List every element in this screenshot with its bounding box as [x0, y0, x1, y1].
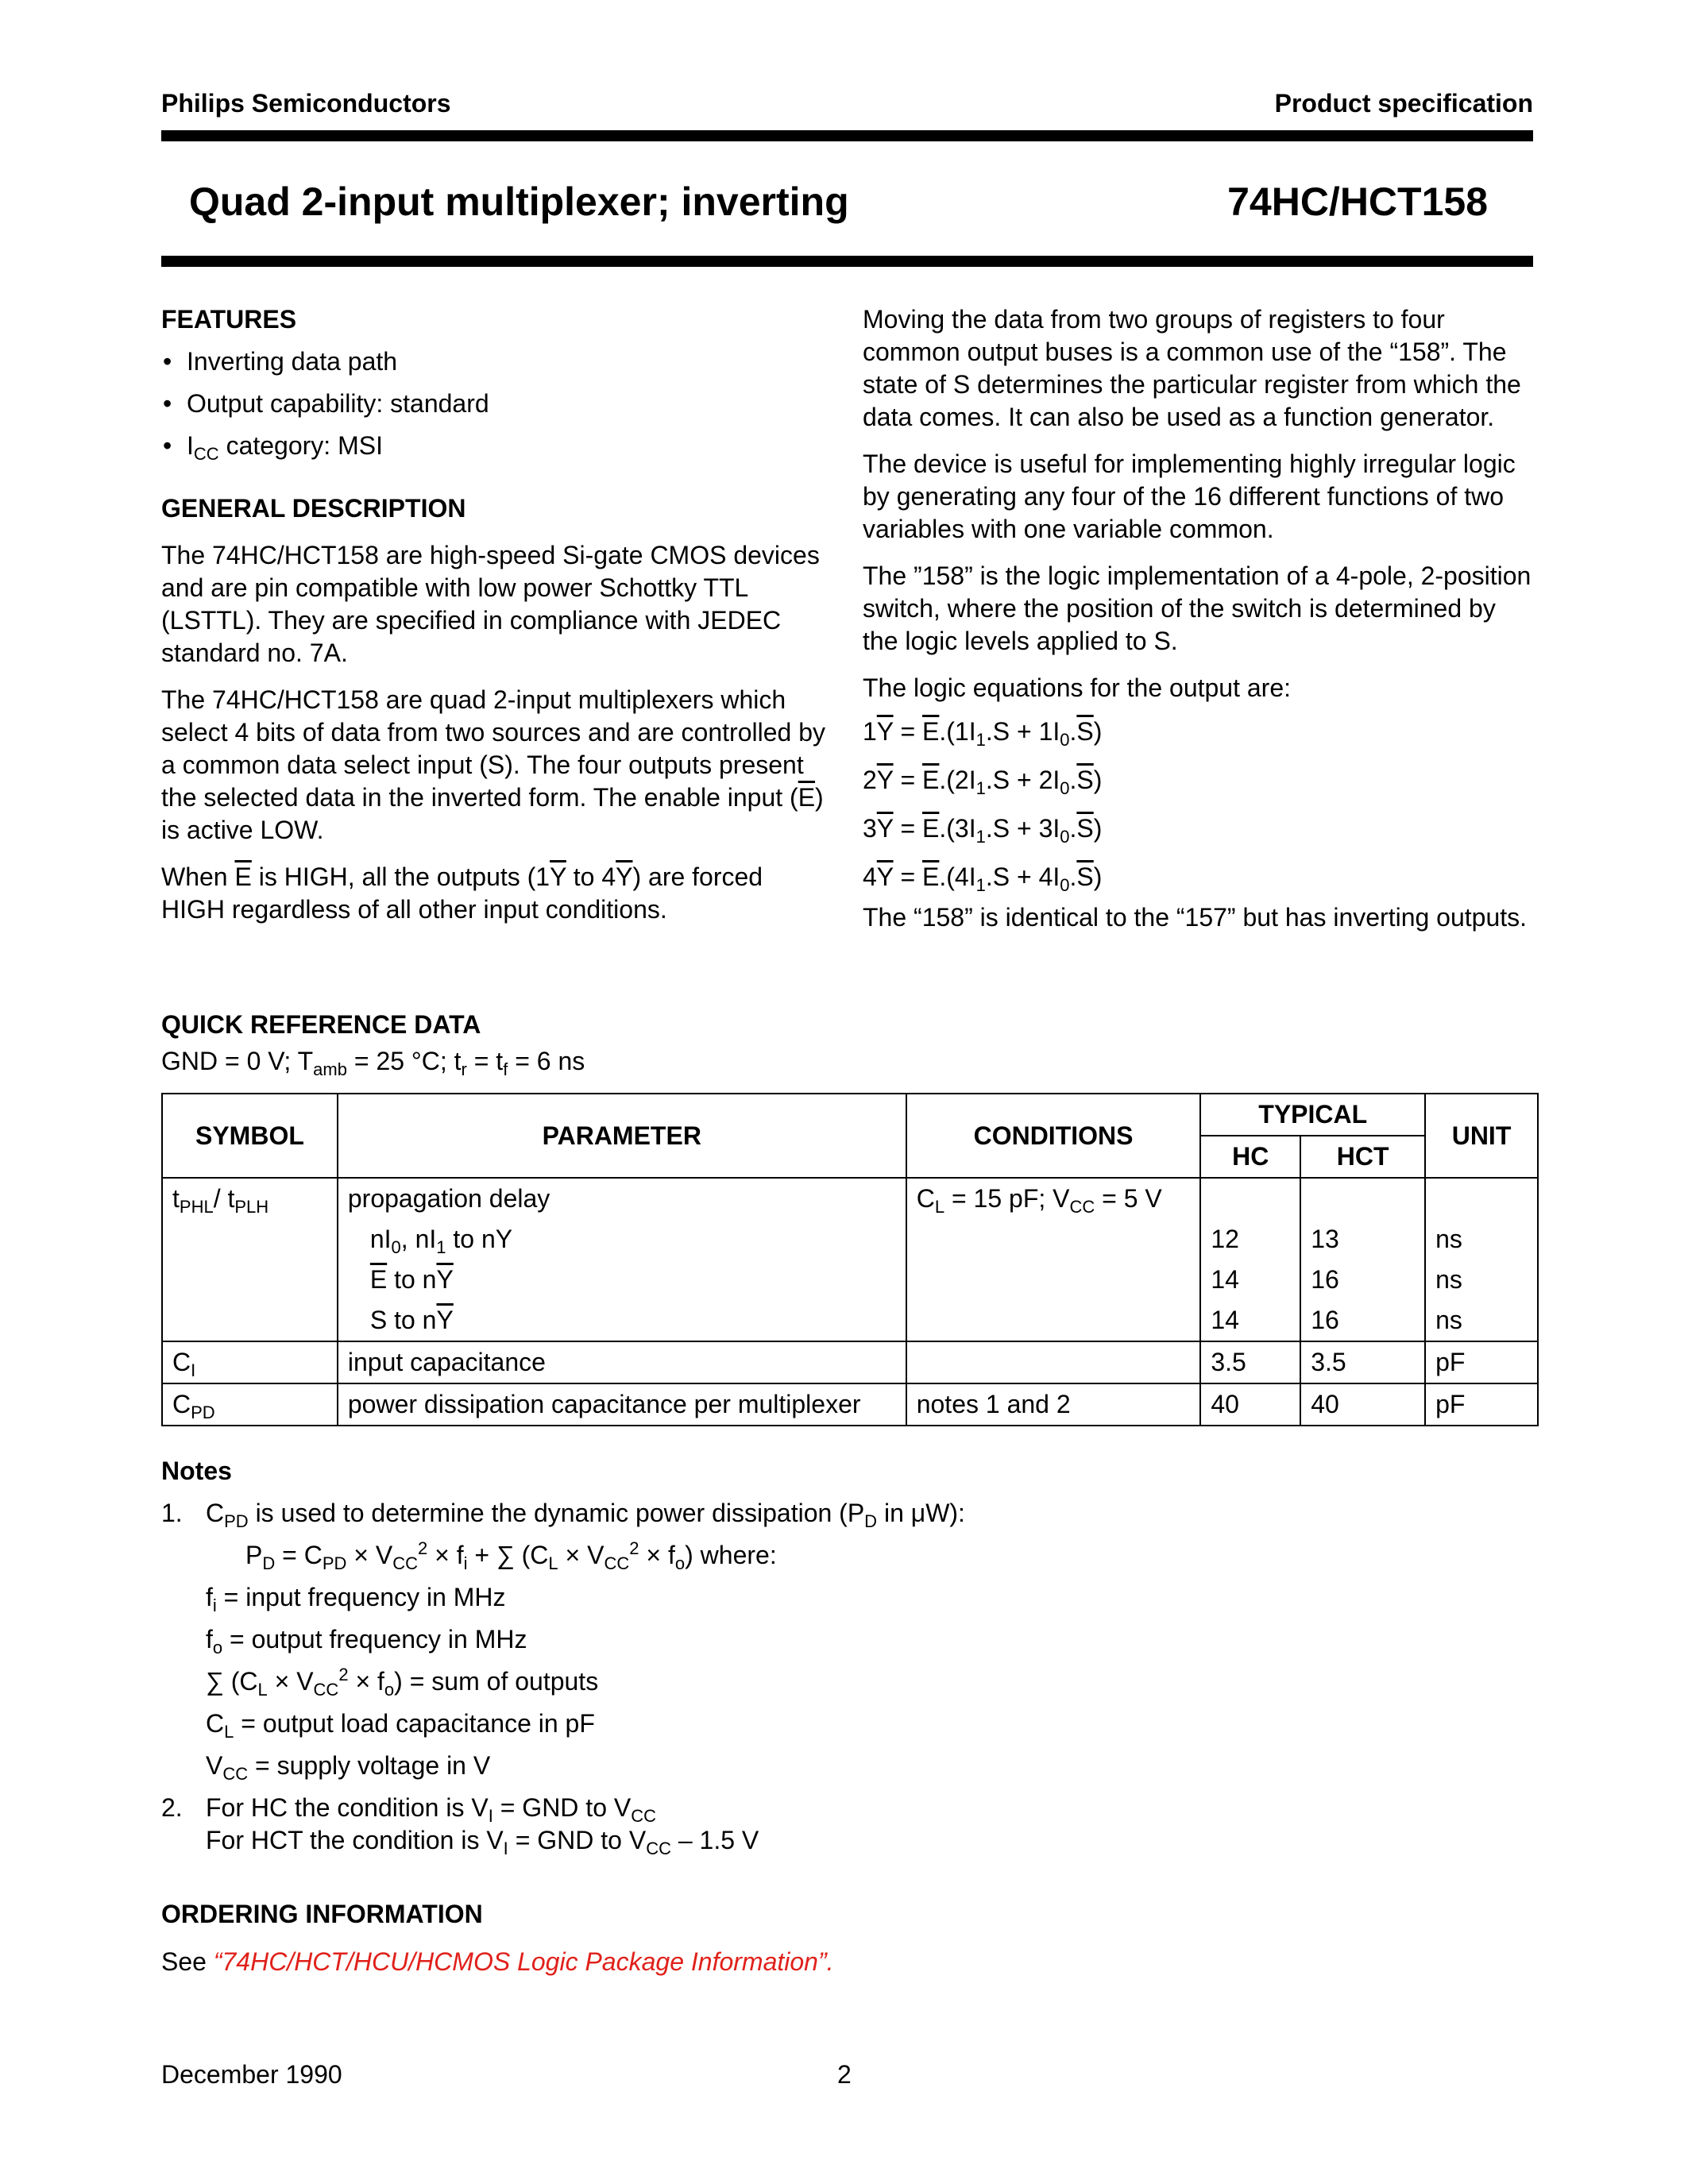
left-column [161, 303, 829, 926]
cell-hc: 14 [1200, 1260, 1300, 1300]
right-p5: The “158” is identical to the “157” but has inverting outputs. [863, 903, 1528, 932]
right-p3: The ”158” is the logic implementation of a 4-pole, 2-position switch, where the position of the switch is determined by the logic levels applied to S. [863, 561, 1532, 655]
qrd-heading: QUICK REFERENCE DATA [161, 1010, 481, 1039]
general-p2: The 74HC/HCT158 are quad 2-input multiplexers which select 4 bits of data from two sources and are controlled by a common data select input (S). The four outputs present the selected data in the inverted form. The enable input $(\overline{E})$ is active LOW. [161, 685, 825, 844]
cell-conditions [906, 1341, 1201, 1383]
cell-symbol: $t_{PHL}/$ $t_{PLH}$ [162, 1178, 338, 1219]
cell-conditions: $C_L = 15$ pF; $V_{CC} = 5$ V [906, 1178, 1201, 1219]
col-header-unit: UNIT [1425, 1094, 1538, 1178]
features-heading: FEATURES [161, 305, 297, 334]
equation-2: $2\overline{Y} = \overline{E}.(2I_1.S + 2I_0.\overline{S})$ [863, 766, 1103, 798]
ordering-text: See “74HC/HCT/HCU/HCMOS Logic Package Information”. [161, 1947, 834, 1976]
col-header-hct: HCT [1300, 1136, 1425, 1178]
cell-parameter: S to $n\overline{Y}$ [338, 1300, 906, 1341]
cell-parameter: $\overline{E}$ to $n\overline{Y}$ [338, 1260, 906, 1300]
col-header-conditions: CONDITIONS [906, 1094, 1201, 1178]
cell-hc [1200, 1178, 1300, 1219]
table-row [162, 1219, 1538, 1260]
cell-unit: ns [1425, 1260, 1538, 1300]
cell-unit: pF [1425, 1383, 1538, 1426]
note-2: 2. For HC the condition is $V_I$ = GND to $V_{CC}$ For HCT the condition is $V_I$ = GND to $V_{CC} - 1.5$ V [161, 1793, 759, 1858]
cell-parameter: propagation delay [338, 1178, 906, 1219]
notes-heading: Notes [161, 1457, 232, 1485]
cell-hct: 40 [1300, 1383, 1425, 1426]
page-number: 2 [837, 2060, 852, 2089]
cell-hct: 13 [1300, 1219, 1425, 1260]
cell-unit: pF [1425, 1341, 1538, 1383]
header-rule [161, 130, 1533, 141]
general-p3: When $\overline{E}$ is HIGH, all the outputs ($1\overline{Y}$ to $4\overline{Y}$) are forced HIGH regardless of all other input conditions. [161, 862, 763, 924]
cell-parameter: $nI_0$, $nI_1$ to nY [338, 1219, 906, 1260]
table-row [162, 1300, 1538, 1341]
page-title: Quad 2-input multiplexer; inverting [189, 179, 849, 224]
table-row [162, 1178, 1538, 1219]
equation-3: $3\overline{Y} = \overline{E}.(3I_1.S + 3I_0.\overline{S})$ [863, 814, 1103, 847]
company-name: Philips Semiconductors [161, 89, 451, 118]
cell-symbol: $C_{PD}$ [162, 1383, 338, 1426]
cell-hc: 14 [1200, 1300, 1300, 1341]
col-header-parameter: PARAMETER [338, 1094, 906, 1178]
ordering-heading: ORDERING INFORMATION [161, 1900, 483, 1928]
feature-item: • Output capability: standard [161, 388, 829, 420]
cell-hc: 12 [1200, 1219, 1300, 1260]
cell-hct: 16 [1300, 1260, 1425, 1300]
cell-symbol: $C_I$ [162, 1341, 338, 1383]
right-p1: Moving the data from two groups of registers to four common output buses is a common use of the “158”. The state of S determines the particular register from which the data comes. It can also be used as a function generator. [863, 305, 1521, 431]
equation-4: $4\overline{Y} = \overline{E}.(4I_1.S + 4I_0.\overline{S})$ [863, 862, 1103, 895]
note-1: 1. $C_{PD}$ is used to determine the dynamic power dissipation ($P_D$ in μW): $P_D = C_{PD} \times V_{CC}^2 \times f_i$ + ∑ $(C_L \times V_{CC}^2 \times f_o)$ where: $f_i$ = input frequency in MHz $f_o$ = output frequency in MHz ∑ $(C_L \times V_{CC}^2 \times f_o)$ = sum of outputs $C_L$ = output load capacitance in pF $V_{CC}$ = supply voltage in V [161, 1499, 965, 1784]
cell-hc: 3.5 [1200, 1341, 1300, 1383]
cell-conditions: notes 1 and 2 [906, 1383, 1201, 1426]
table-row [162, 1341, 1538, 1383]
general-description-heading: GENERAL DESCRIPTION [161, 494, 466, 523]
title-rule [161, 256, 1533, 267]
general-p1: The 74HC/HCT158 are high-speed Si-gate CMOS devices and are pin compatible with low power Schottky TTL (LSTTL). They are specified in compliance with JEDEC standard no. 7A. [161, 541, 820, 667]
equation-1: $1\overline{Y} = \overline{E}.(1I_1.S + 1I_0.\overline{S})$ [863, 717, 1103, 750]
cell-unit: ns [1425, 1300, 1538, 1341]
right-column [863, 303, 1538, 934]
logic-equations [863, 708, 1538, 901]
features-list [161, 345, 829, 462]
part-number: 74HC/HCT158 [1227, 179, 1488, 224]
document-type: Product specification [1274, 89, 1533, 118]
cell-hc: 40 [1200, 1383, 1300, 1426]
feature-item: • Inverting data path [161, 345, 829, 378]
table-row [162, 1260, 1538, 1300]
feature-item: • $I_{CC}$ category: MSI [161, 430, 829, 462]
cell-unit: ns [1425, 1219, 1538, 1260]
cell-unit [1425, 1178, 1538, 1219]
table-row [162, 1383, 1538, 1426]
footer-date: December 1990 [161, 2060, 342, 2089]
right-p4: The logic equations for the output are: [863, 673, 1292, 702]
col-header-hc: HC [1200, 1136, 1300, 1178]
notes-section [161, 1450, 1512, 1857]
cell-parameter: input capacitance [338, 1341, 906, 1383]
quick-reference-table [161, 1093, 1539, 1426]
package-info-link[interactable]: “74HC/HCT/HCU/HCMOS Logic Package Information” [213, 1947, 827, 1976]
right-p2: The device is useful for implementing highly irregular logic by generating any four of the 16 different functions of two variables with one variable common. [863, 450, 1516, 543]
col-header-typical: TYPICAL [1200, 1094, 1425, 1136]
cell-parameter: power dissipation capacitance per multiplexer [338, 1383, 906, 1426]
cell-hct: 16 [1300, 1300, 1425, 1341]
cell-hct: 3.5 [1300, 1341, 1425, 1383]
cell-hct [1300, 1178, 1425, 1219]
icc-symbol: I [187, 431, 194, 460]
qrd-conditions: GND = 0 V; $T_{amb} = 25$ °C; $t_r = t_f = 6$ ns [161, 1047, 585, 1079]
col-header-symbol: SYMBOL [162, 1094, 338, 1178]
